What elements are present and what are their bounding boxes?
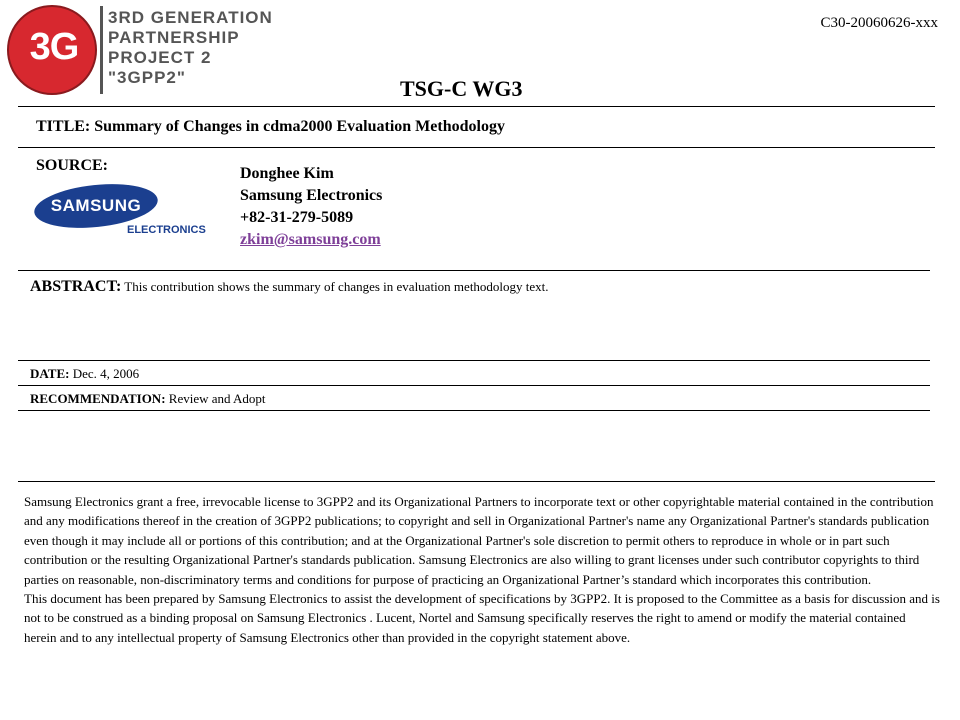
- divider: [18, 410, 930, 411]
- divider: [18, 147, 935, 148]
- license-paragraph: Samsung Electronics grant a free, irrevocable license to 3GPP2 and its Organizational Partners to incorporate text or other copyrightable material contained in the contribution and any modifications thereof in the creation of 3GPP2 publications; to copyright and sell in Organizational Partner's name any Organizational Partner's standards publication even though it may include all or portions of this contribution; and at the Organizational Partner's sole discretion to permit others to reproduce in whole or in part such contribution or the resulting Organizational Partner's standards publication. Samsung Electronics are also willing to grant licenses under such contributor copyrights to third parties on reasonable, non-discriminatory terms and conditions for purpose of practicing an Organizational Partner’s standard which incorporates this contribution.: [24, 494, 934, 587]
- logo-divider: [100, 6, 103, 94]
- logo-text: [108, 8, 273, 88]
- disclaimer-paragraph: This document has been prepared by Samsung Electronics to assist the development of specifications by 3GPP2. It is proposed to the Committee as a basis for discussion and is not to be construed as a binding proposal on Samsung Electronics . Lucent, Nortel and Samsung specifically reserves the right to amend or modify the material contained herein and to any intellectual property of Samsung Electronics other than provided in the copyright statement above.: [24, 591, 940, 645]
- title-value: Summary of Changes in cdma2000 Evaluation Methodology: [94, 118, 505, 135]
- abstract-text: This contribution shows the summary of changes in evaluation methodology text.: [124, 279, 549, 294]
- title-line: [36, 118, 505, 136]
- electronics-wordmark: ELECTRONICS: [127, 224, 206, 236]
- samsung-logo: [33, 184, 208, 242]
- divider: [18, 481, 935, 482]
- contact-company: Samsung Electronics: [240, 187, 383, 204]
- working-group-heading: TSG-C WG3: [400, 76, 523, 101]
- divider: [18, 360, 930, 361]
- title-label: TITLE:: [36, 118, 91, 135]
- divider: [18, 106, 935, 107]
- recommendation-value: Review and Adopt: [168, 391, 266, 406]
- logo-line-3: PROJECT 2: [108, 48, 212, 67]
- logo-line-2: PARTNERSHIP: [108, 28, 240, 47]
- source-label: SOURCE:: [36, 157, 109, 174]
- divider: [18, 385, 930, 386]
- logo-line-4: "3GPP2": [108, 68, 186, 87]
- contact-phone: +82-31-279-5089: [240, 209, 354, 226]
- contact-block: [240, 163, 382, 251]
- recommendation-label: RECOMMENDATION:: [30, 391, 166, 406]
- 3gpp2-logo: [0, 0, 290, 100]
- document-number: C30-20060626-xxx: [820, 15, 938, 31]
- contact-name: Donghee Kim: [240, 165, 334, 182]
- abstract-label: ABSTRACT:: [30, 278, 122, 295]
- date-line: [30, 366, 139, 382]
- date-label: DATE:: [30, 366, 70, 381]
- samsung-wordmark: SAMSUNG: [50, 196, 142, 215]
- logo-mark: 3G: [29, 26, 79, 68]
- logo-line-1: 3RD GENERATION: [108, 8, 273, 27]
- legal-notice: [24, 492, 940, 647]
- recommendation-line: [30, 391, 266, 407]
- divider: [18, 270, 930, 271]
- abstract-line: [30, 278, 549, 296]
- date-value: Dec. 4, 2006: [72, 366, 140, 381]
- contact-email-link[interactable]: zkim@samsung.com: [240, 231, 381, 248]
